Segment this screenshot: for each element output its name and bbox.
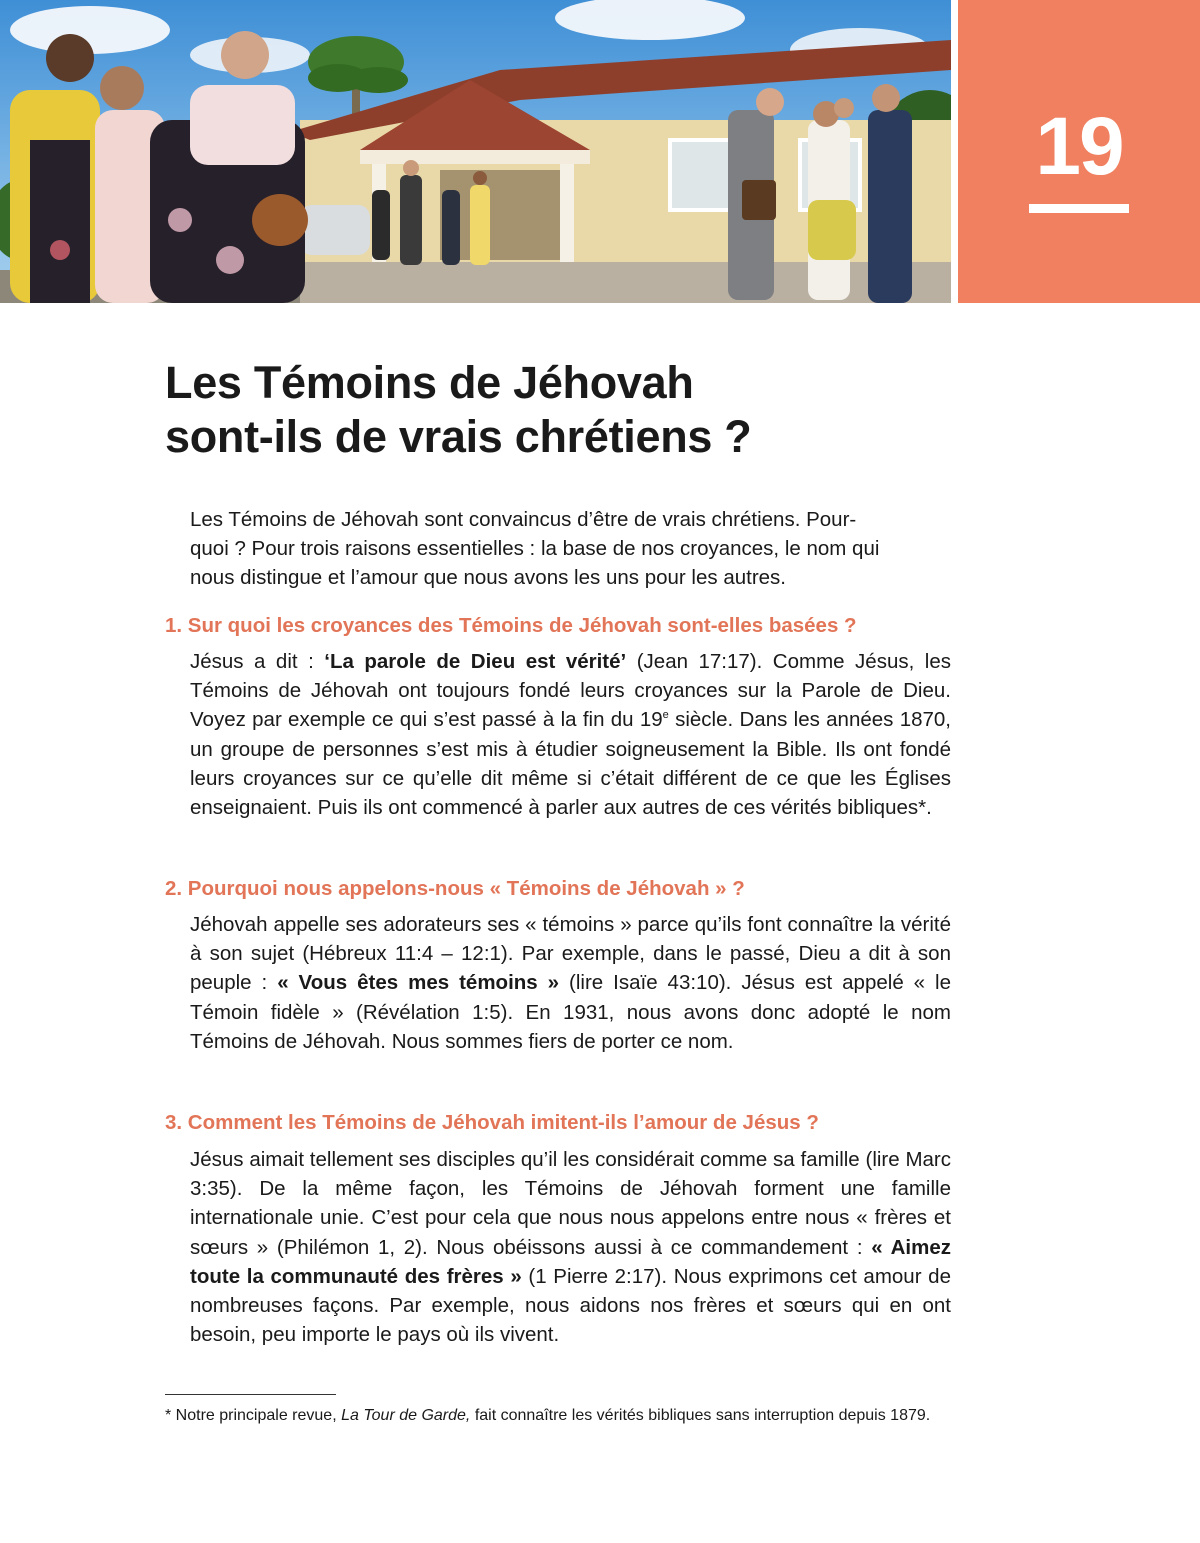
answer-1 xyxy=(190,647,951,822)
intro-paragraph xyxy=(190,505,951,593)
answer-2 xyxy=(190,910,951,1056)
footnote-text: * Notre principale revue, xyxy=(165,1407,342,1424)
answer-1-quote: ‘La parole de Dieu est vérité’ xyxy=(324,650,627,673)
answer-1-superscript: e xyxy=(662,709,669,722)
chapter-number-box xyxy=(958,0,1200,303)
question-3: 3. Comment les Témoins de Jéhovah imitent-ils l’amour de Jésus ? xyxy=(165,1111,819,1134)
footnote-divider xyxy=(165,1394,336,1395)
footnote xyxy=(165,1406,945,1426)
chapter-underline xyxy=(1029,204,1129,213)
question-2: 2. Pourquoi nous appelons-nous « Témoins de Jéhovah » ? xyxy=(165,877,745,900)
answer-2-quote: « Vous êtes mes témoins » xyxy=(277,971,560,995)
chapter-number: 19 xyxy=(1035,101,1123,192)
answer-3 xyxy=(190,1145,951,1349)
answer-1-text: Jésus a dit : xyxy=(190,650,325,673)
answer-3-text: Jésus aimait tellement ses disciples qu’il les considérait comme sa famille (lire Marc 3:35). De la même façon, les Témoins de Jéhovah forment une famille internationale unie. C’est pour cela que nous nous appelons entre nous « frères et sœurs » (Philémon 1, 2). Nous obéissons aussi à ce commandement : xyxy=(190,1148,951,1259)
footnote-text-2: fait connaître les vérités bibliques sans interruption depuis 1879. xyxy=(470,1407,931,1424)
answer-1-text-2: (Jean 17:17). Comme Jésus, les Témoins de Jéhovah ont toujours fondé leurs croyances sur la Parole de Dieu. Voyez par exemple ce qui s’est passé à la fin du 19 xyxy=(190,650,951,732)
answer-1-text-3: siècle. Dans les années 1870, un groupe de personnes s’est mis à étudier soigneusement la Bible. Ils ont fondé leurs croyances sur ce qu’elle dit même si c’était différent de ce que les Églises enseignaient. Puis ils ont commencé à parler aux autres de ces vérités bibliques*. xyxy=(190,708,951,820)
footnote-publication-title: La Tour de Garde, xyxy=(341,1407,471,1424)
intro-line-2: quoi ? Pour trois raisons essentielles : la base de nos croyances, le nom qui xyxy=(190,537,880,561)
answer-3-quote: « Aimez toute la communauté des frères » xyxy=(190,1235,951,1288)
intro-line-3: nous distingue et l’amour que nous avons les uns pour les autres. xyxy=(190,566,787,590)
intro-line-1: Les Témoins de Jéhovah sont convaincus d’être de vrais chrétiens. Pour- xyxy=(190,508,857,531)
hero-photo xyxy=(0,0,951,303)
question-1: 1. Sur quoi les croyances des Témoins de Jéhovah sont-elles basées ? xyxy=(165,614,857,637)
answer-2-text-2: (lire Isaïe 43:10). Jésus est appelé « le Témoin fidèle » (Révélation 1:5). En 1931, nous avons donc adopté le nom Témoins de Jéhovah. Nous sommes fiers de porter ce nom. xyxy=(190,971,951,1053)
title-line-1: Les Témoins de Jéhovah xyxy=(165,357,694,408)
answer-2-text: Jéhovah appelle ses adorateurs ses « témoins » parce qu’ils font connaître la vérité à son sujet (Hébreux 11:4 – 12:1). Par exemple, dans le passé, Dieu a dit à son peuple : xyxy=(190,913,951,995)
answer-3-text-2: (1 Pierre 2:17). Nous exprimons cet amour de nombreuses façons. Par exemple, nous aidons nos frères et sœurs qui en ont besoin, peu importe le pays où ils vivent. xyxy=(190,1264,951,1347)
title-line-2: sont-ils de vrais chrétiens ? xyxy=(165,411,752,462)
page-title xyxy=(165,356,925,464)
